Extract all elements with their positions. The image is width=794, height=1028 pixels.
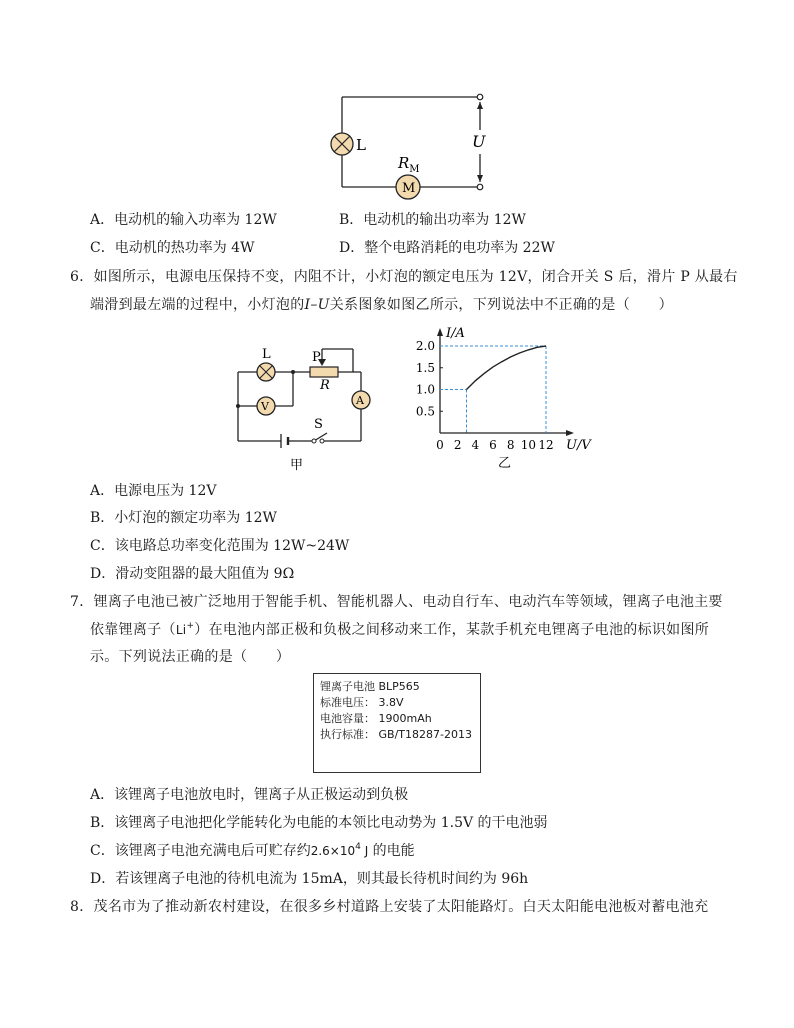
x-tick-label: 8 xyxy=(506,438,515,452)
x-tick-label: 4 xyxy=(471,438,480,452)
battery-label-box xyxy=(313,673,481,773)
q6-circuit-jia xyxy=(228,343,378,473)
caption-jia: 甲 xyxy=(290,458,304,473)
rheostat-symbol xyxy=(310,367,338,377)
q5-option-c: C．电动机的热功率为 4W xyxy=(90,240,255,256)
ammeter-label: A xyxy=(356,394,364,407)
q6-number: 6． xyxy=(70,269,94,285)
q8-stem-text1: 茂名市为了推动新农村建设，在很多乡村道路上安装了太阳能路灯。白天太阳能电池板对蓄电池充 xyxy=(93,899,709,915)
q5-option-b: B．电动机的输出功率为 12W xyxy=(339,212,526,228)
q8-number: 8． xyxy=(70,899,94,915)
x-tick-label: 0 xyxy=(436,438,444,452)
q6-stem-line2 xyxy=(90,294,673,314)
x-tick-label: 6 xyxy=(489,438,497,452)
motor-label: M xyxy=(402,181,416,196)
battery-label-line: 锂离子电池 BLP565 xyxy=(320,680,420,693)
q7-option-a: A．该锂离子电池放电时，锂离子从正极运动到负极 xyxy=(90,787,409,803)
q7-stem-text2a: 依靠锂离子（ xyxy=(90,622,176,638)
q7-stem-line3: 示。下列说法正确的是（ ） xyxy=(90,649,291,665)
y-tick-label: 1.5 xyxy=(415,360,435,375)
q6-iu-symbol: I–U xyxy=(304,297,330,313)
q7-stem-text2b: ）在电池内部正极和负极之间移动来工作，某款手机充电锂离子电池的标识如图所 xyxy=(194,622,710,638)
q6-stem-text1: 如图所示，电源电压保持不变，内阻不计，小灯泡的额定电压为 12V，闭合开关 S 后，滑片 P 从最右 xyxy=(93,269,738,285)
battery-label-line: 执行标准： GB/T18287-2013 xyxy=(320,728,472,741)
q6-option-d: D．滑动变阻器的最大阻值为 9Ω xyxy=(90,566,295,582)
slider-label: P xyxy=(312,350,321,365)
energy-value: $2.6\times 10^4$ J xyxy=(310,842,369,858)
lithium-ion-symbol: Li+ xyxy=(175,621,195,637)
q6-option-a: A．电源电压为 12V xyxy=(90,483,217,499)
x-axis-label: U/V xyxy=(566,438,591,453)
terminal-bottom xyxy=(477,184,483,190)
q7-option-b: B．该锂离子电池把化学能转化为电能的本领比电动势为 1.5V 的干电池弱 xyxy=(90,815,548,831)
x-tick-label: 2 xyxy=(453,438,462,452)
q6-stem-line1 xyxy=(70,266,738,286)
lamp-label: L xyxy=(356,136,366,154)
voltmeter-label: V xyxy=(261,400,269,413)
q6-stem-text2a: 端滑到最左端的过程中，小灯泡的 xyxy=(90,297,305,313)
q5-option-d: D．整个电路消耗的电功率为 22W xyxy=(339,240,555,256)
terminal-top xyxy=(477,94,483,100)
y-tick-label: 2.0 xyxy=(415,339,435,353)
q7-stem-line1 xyxy=(70,591,723,611)
resistor-label: $R_M$ xyxy=(398,154,420,175)
q6-stem-text2b: 关系图象如图乙所示，下列说法中不正确的是（ ） xyxy=(329,297,673,313)
q5-option-a: A．电动机的输入功率为 12W xyxy=(90,212,277,228)
q6-option-c: C．该电路总功率变化范围为 12W~24W xyxy=(90,538,350,554)
resistor-label: R xyxy=(320,378,330,393)
q7-stem-line2 xyxy=(90,619,709,639)
q6-option-b: B．小灯泡的额定功率为 12W xyxy=(90,510,277,526)
y-axis-label: I/A xyxy=(446,326,465,341)
battery-label-line: 标准电压： 3.8V xyxy=(320,696,404,709)
caption-yi: 乙 xyxy=(498,456,512,471)
q6-iu-chart xyxy=(410,325,595,475)
q7-option-c: C．该锂离子电池充满电后可贮存约$2.6\times 10^4$ J 的电能 xyxy=(90,842,415,859)
q7-option-d: D．若该锂离子电池的待机电流为 15mA，则其最长待机时间约为 96h xyxy=(90,871,529,887)
q5-circuit-diagram xyxy=(320,88,500,200)
q7-stem-text1: 锂离子电池已被广泛地用于智能手机、智能机器人、电动自行车、电动汽车等领域，锂离子电池主要 xyxy=(93,594,723,610)
lamp-label: L xyxy=(262,347,271,362)
iu-curve xyxy=(467,346,547,390)
q7-number: 7． xyxy=(70,594,94,610)
x-tick-label: 12 xyxy=(538,438,554,452)
battery-label-line: 电池容量： 1900mAh xyxy=(320,712,432,725)
y-tick-label: 1.0 xyxy=(415,382,435,397)
q8-stem-line1 xyxy=(70,896,708,916)
y-tick-label: 0.5 xyxy=(415,404,435,419)
switch-label: S xyxy=(314,417,323,432)
voltage-label: U xyxy=(472,132,486,151)
x-tick-label: 10 xyxy=(520,438,536,452)
